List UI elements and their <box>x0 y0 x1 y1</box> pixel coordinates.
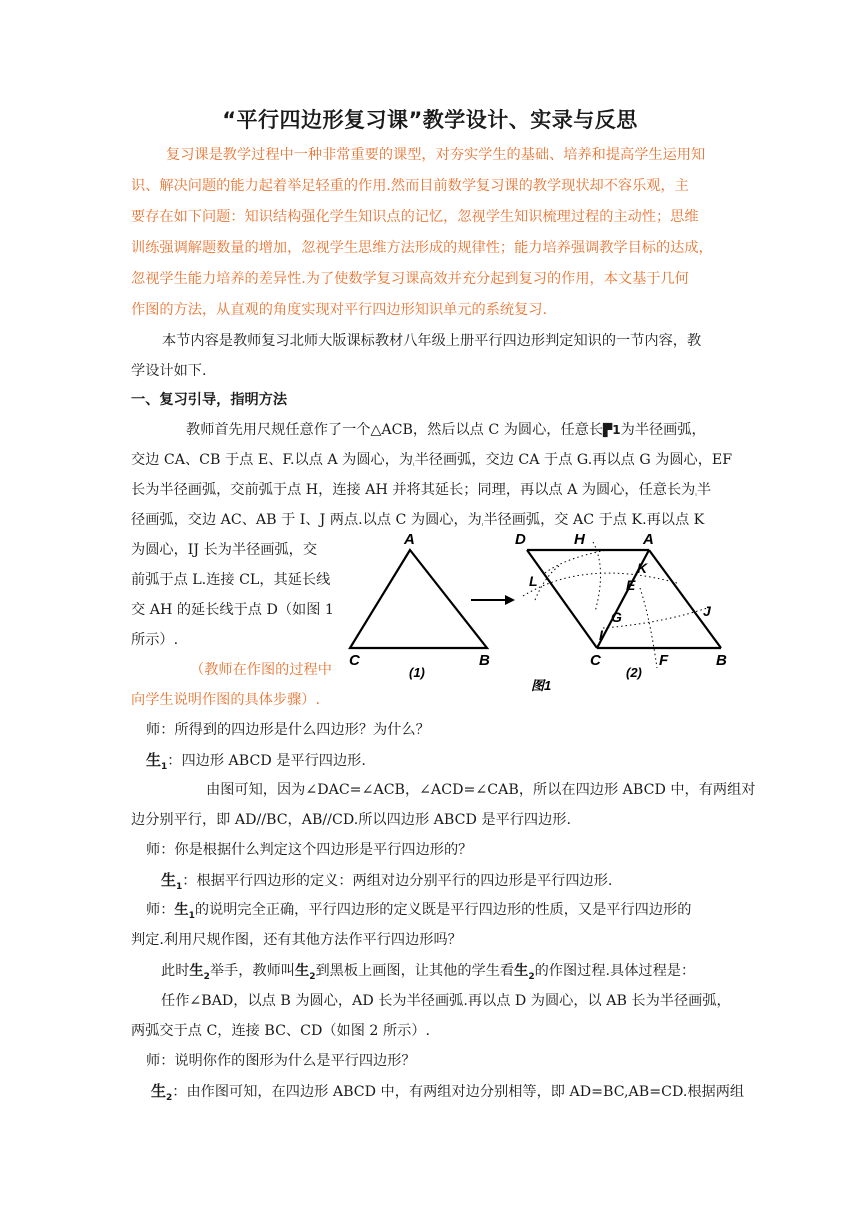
figure-1-svg <box>345 528 765 698</box>
student-number: 1 <box>188 910 195 921</box>
construction-text-1b: 为半径画弧， <box>620 422 706 438</box>
question-1-text: 所得到的四边形是什么四边形？为什么？ <box>174 722 430 738</box>
intro-line-6: 作图的方法，从直观的角度实现对平行四边形知识单元的系统复习. <box>131 302 547 318</box>
segment-dc <box>527 550 597 648</box>
teacher-question-2 <box>146 840 472 860</box>
student-label-text: 生 <box>161 871 177 889</box>
answer-2-text: 根据平行四边形的定义：两组对边分别平行的四边形是平行四边形. <box>196 873 613 889</box>
student-label-text: 生 <box>146 751 162 769</box>
construction-text-2a: 交边 CA、CB 于点 E、F.以点 A 为圆心，为 <box>131 452 414 468</box>
fig1-sub-label: (1) <box>409 665 425 680</box>
construction-note-1: （教师在作图的过程中 <box>190 662 332 678</box>
teacher-question-1 <box>146 720 430 740</box>
fig2-label-l: L <box>529 573 538 589</box>
question-4-text: 说明你作的图形为什么是平行四边形？ <box>174 1053 416 1069</box>
fig2-label-f: F <box>659 652 669 669</box>
fig1-label-a: A <box>404 531 415 548</box>
arrow-head-icon <box>505 595 515 605</box>
student-number: 2 <box>528 971 535 982</box>
intro-line-4: 训练强调解题数量的增加，忽视学生思维方法形成的规律性；能力培养强调教学目标的达成， <box>131 240 713 256</box>
teacher-comment-line-1 <box>146 900 691 926</box>
fig2-label-k: K <box>637 560 648 576</box>
student-number: 1 <box>176 882 183 892</box>
small-mark-icon: ₗ <box>481 521 484 528</box>
reason-line-1: 由图可知，因为∠DAC=∠ACB，∠ACD=∠CAB，所以在四边形 ABCD 中，有两组对 <box>206 782 756 798</box>
construction-text-3b: 半 <box>696 482 712 498</box>
section-heading-1: 一、复习引导，指明方法 <box>131 392 288 408</box>
construction-line-2 <box>131 450 732 475</box>
teacher-comment-text: 的说明完全正确，平行四边形的定义既是平行四边形的性质，又是平行四边形的 <box>194 902 692 918</box>
construction-text-2b: 半径画弧，交边 CA 于点 G.再以点 G 为圆心，EF <box>414 452 733 468</box>
teacher-label: 师： <box>146 722 175 738</box>
fig1-label-c: C <box>349 652 360 669</box>
construction-text-3a: 长为半径画弧，交前弧于点 H，连接 AH 并将其延长；同理，再以点 A 为圆心，任意长为 <box>131 482 696 498</box>
student-number: 2 <box>166 1093 173 1103</box>
intro-line-2: 识、解决问题的能力起着举足轻重的作用.然而目前数学复习课的教学现状却不容乐观，主 <box>131 178 689 194</box>
l1-symbol-icon: ▛1 <box>603 423 621 437</box>
intro-line-5: 忽视学生能力培养的差异性.为了使数学复习课高效并充分起到复习的作用，本文基于几何 <box>131 271 689 287</box>
student-1-ref <box>174 902 195 921</box>
reason-line-2: 边分别平行，即 AD//BC，AB//CD.所以四边形 ABCD 是平行四边形. <box>131 812 571 828</box>
student-label-text: 生 <box>189 963 204 979</box>
fig2-label-i: I <box>599 627 603 643</box>
student-number: 1 <box>161 762 168 772</box>
student-label-text: 生 <box>174 902 189 918</box>
teacher-comment-line-2: 判定.利用尺规作图，还有其他方法作平行四边形吗？ <box>131 932 462 948</box>
page-title: “平行四边形复习课”教学设计、实录与反思 <box>222 108 638 132</box>
student-number: 2 <box>309 971 316 982</box>
student-number: 2 <box>203 971 210 982</box>
answer-4-text: 由作图可知，在四边形 ABCD 中，有两组对边分别相等，即 AD=BC,AB=CD.根据两组 <box>186 1084 745 1100</box>
context-line-1: 本节内容是教师复习北师大版课标教材八年级上册平行四边形判定知识的一节内容，教 <box>162 333 702 349</box>
fig2-label-c: C <box>590 652 601 669</box>
figure-1 <box>345 528 765 698</box>
question-2-text: 你是根据什么判定这个四边形是平行四边形的？ <box>174 842 473 858</box>
fig2-label-d: D <box>515 531 526 548</box>
student-2-label <box>151 1082 173 1103</box>
construction-note-2: 向学生说明作图的具体步骤）. <box>131 692 320 708</box>
narration-line <box>161 961 695 987</box>
narration-part-1: 此时 <box>161 963 190 979</box>
construction-text-4b: 半径画弧，交 AC 于点 K.再以点 K <box>483 512 705 528</box>
student-1-label <box>146 751 168 772</box>
construction-line-8: 所示）. <box>131 632 179 648</box>
teacher-label: 师： <box>146 902 175 918</box>
fig2-label-b: B <box>716 652 727 669</box>
student-label-text: 生 <box>295 963 310 979</box>
context-line-2: 学设计如下. <box>131 363 207 379</box>
student-2-ref <box>189 963 210 982</box>
intro-line-3: 要存在如下问题：知识结构强化学生知识点的记忆，忽视学生知识梳理过程的主动性；思维 <box>131 209 699 225</box>
student-label-text: 生 <box>151 1082 167 1100</box>
fig2-label-g: G <box>611 609 622 625</box>
teacher-label: 师： <box>146 842 175 858</box>
fig1-label-b: B <box>479 652 490 669</box>
narration-part-2: 举手，教师叫 <box>209 963 295 979</box>
student-answer-4: 生$_2$：由作图可知，在四边形 ABCD 中，有两组对边分别相等，即 AD=BC,AB=CD.根据两组 <box>151 1082 745 1103</box>
student-2-ref <box>295 963 316 982</box>
construction-text-4a: 径画弧，交边 AC、AB 于 I、J 两点.以点 C 为圆心，为 <box>131 512 482 528</box>
answer-1-text: 四边形 ABCD 是平行四边形. <box>181 753 366 769</box>
construction-line-7: 交 AH 的延长线于点 D（如图 1 <box>131 602 334 618</box>
segment-ab <box>649 550 721 648</box>
teacher-question-4 <box>146 1051 416 1071</box>
construction-line-5: 为圆心，IJ 长为半径画弧，交 <box>131 542 318 558</box>
small-mark-icon: ₗ <box>413 461 415 468</box>
intro-line-1: 复习课是教学过程中一种非常重要的课型，对夯实学生的基础、培养和提高学生运用知 <box>166 147 706 163</box>
narration-part-4: 的作图过程.具体过程是： <box>534 963 696 979</box>
student-answer-1: 生$_1$：四边形 ABCD 是平行四边形. <box>146 751 366 772</box>
procedure-line-2: 两弧交于点 C，连接 BC、CD（如图 2 所示）. <box>131 1023 431 1039</box>
student-label-text: 生 <box>514 963 529 979</box>
small-mark-icon: ₗ <box>695 491 697 498</box>
triangle-acb <box>350 550 487 648</box>
teacher-label: 师： <box>146 1053 175 1069</box>
fig2-sub-label: (2) <box>626 665 642 680</box>
construction-arc-3 <box>640 588 657 668</box>
construction-text-1a: 教师首先用尺规任意作了一个△ACB，然后以点 C 为圆心，任意长 <box>186 422 604 438</box>
fig2-label-j: J <box>703 603 711 619</box>
construction-line-3 <box>131 480 711 505</box>
construction-arc-6 <box>535 566 559 600</box>
fig2-label-h: H <box>574 531 585 548</box>
figure-caption: 图1 <box>531 678 552 693</box>
narration-part-3: 到黑板上画图，让其他的学生看 <box>315 963 515 979</box>
student-2-ref <box>514 963 535 982</box>
fig2-label-e: E <box>626 577 636 593</box>
construction-arc-4 <box>593 542 601 612</box>
fig2-label-a: A <box>643 531 654 548</box>
construction-line-6: 前弧于点 L.连接 CL，其延长线 <box>131 572 331 588</box>
construction-line-1 <box>186 420 706 440</box>
student-1-label <box>161 871 183 892</box>
procedure-line-1: 任作∠BAD，以点 B 为圆心，AD 长为半径画弧.再以点 D 为圆心，以 AB 长为半径画弧， <box>161 993 731 1009</box>
student-answer-2: 生$_1$：根据平行四边形的定义：两组对边分别平行的四边形是平行四边形. <box>161 871 613 892</box>
